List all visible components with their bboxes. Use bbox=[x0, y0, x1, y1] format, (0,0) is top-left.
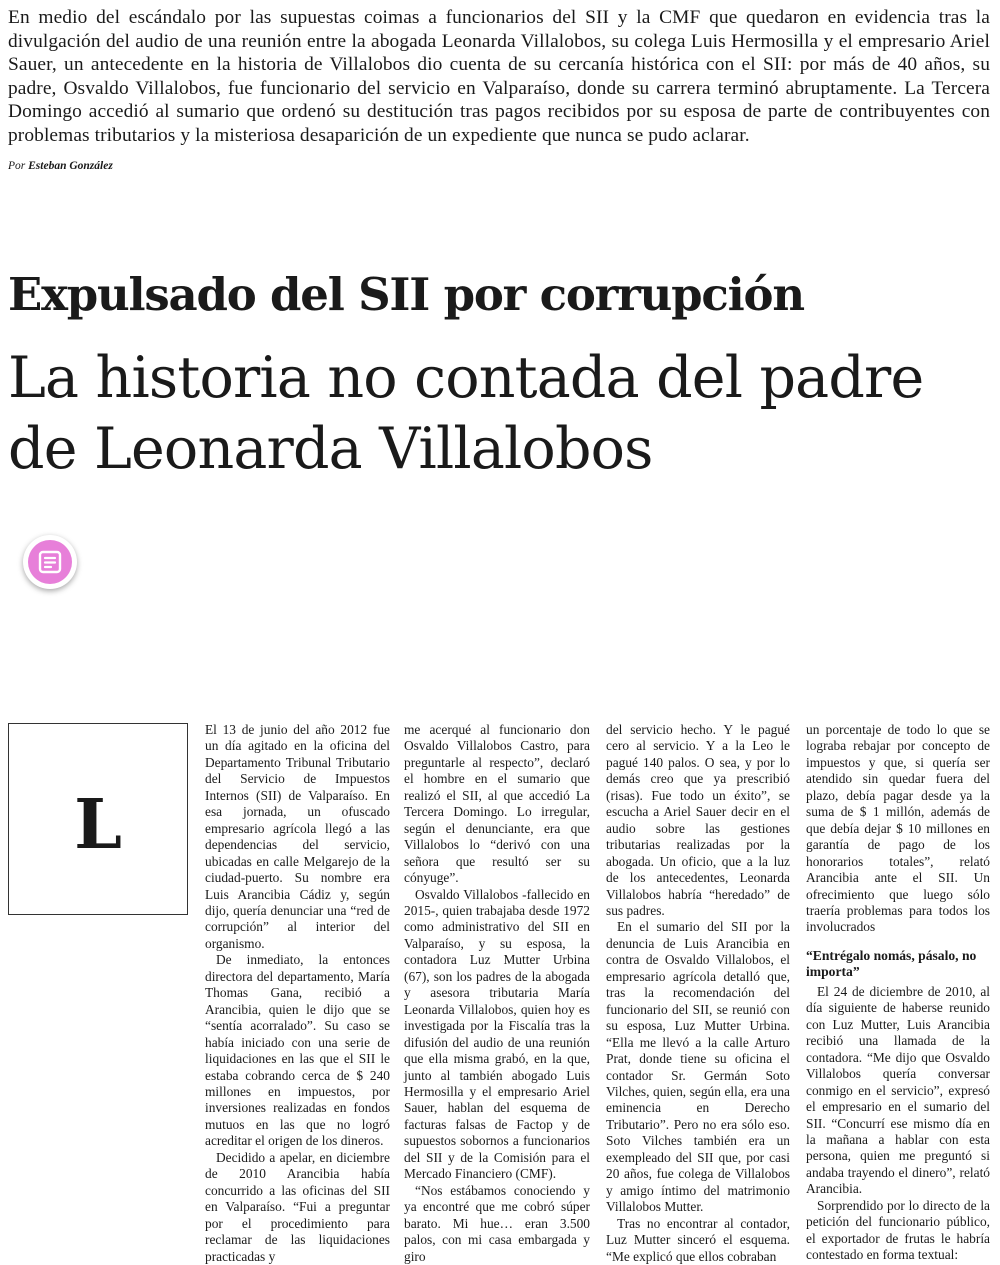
body-column-3 bbox=[606, 722, 790, 1264]
drop-cap-letter: L bbox=[74, 785, 122, 865]
body-paragraph: Tras no encontrar al contador, Luz Mutter sinceró el esquema. “Me explicó que ellos cobraban bbox=[606, 1215, 790, 1264]
drop-cap-box bbox=[8, 723, 188, 915]
body-column-4 bbox=[806, 722, 990, 1263]
body-column-1 bbox=[205, 722, 390, 1264]
byline bbox=[8, 160, 113, 172]
body-paragraph: me acerqué al funcionario don Osvaldo Villalobos Castro, para preguntarle al respecto”, declaró el hombre en el sumario que realizó el SII, al que accedió La Tercera Domingo. Lo irregular, según el denunciante, era que Villalobos lo “derivó con una señora que resultó ser su cónyuge”. bbox=[404, 722, 590, 886]
document-view-button-face[interactable] bbox=[28, 540, 72, 584]
body-paragraph: En el sumario del SII por la denuncia de Luis Arancibia en contra de Osvaldo Villalobos, el empresario agrícola detalló que, tras la recomendación del funcionario del SII, se reunió con su esposa, Luz Mutter Urbina. “Ella me llevó a la calle Arturo Prat, donde tiene su oficina el contador Sr. Germán Soto Vilches, quien, según ella, era una eminencia en Derecho Tributario”. Pero no era sólo eso. Soto Vilches también era un exempleado del SII que, por casi 20 años, fue colega de Villalobos y amigo íntimo del matrimonio Villalobos Mutter. bbox=[606, 919, 790, 1215]
body-paragraph: Decidido a apelar, en diciembre de 2010 Arancibia había concurrido a las oficinas del SII en Valparaíso. “Fui a preguntar por el procedimiento para reclamar de las liquidaciones practicadas y bbox=[205, 1149, 390, 1264]
body-paragraph: del servicio hecho. Y le pagué cero al servicio. Y a la Leo le pagué 140 palos. O sea, y por lo demás creo que ya prescribió (risas). Fue todo un éxito”, se escucha a Ariel Sauer decir en el audio sobre las gestiones tributarias realizadas por la abogada. Un oficio, que a la luz de los antecedentes, Leonarda Villalobos habría “heredado” de sus padres. bbox=[606, 722, 790, 918]
article-lede: En medio del escándalo por las supuestas coimas a funcionarios del SII y la CMF que quedaron en evidencia tras la divulgación del audio de una reunión entre la abogada Leonarda Villalobos, su colega Luis Hermosilla y el empresario Ariel Sauer, un antecedente en la historia de Villalobos dio cuenta de su cercanía histórica con el SII: por más de 40 años, su padre, Osvaldo Villalobos, fue funcionario del servicio en Valparaíso, donde su carrera terminó abruptamente. La Tercera Domingo accedió al sumario que ordenó su destitución tras pagos recibidos por su esposa de parte de contribuyentes con problemas tributarios y la misteriosa desaparición de un expediente que nunca se pudo aclarar. bbox=[8, 7, 990, 146]
body-paragraph: El 24 de diciembre de 2010, al día siguiente de haberse reunido con Luz Mutter, Luis Arancibia recibió una llamada de la contadora. “Me dijo que Osvaldo Villalobos quería conversar conmigo en el servicio”, expresó el empresario en el sumario del SII. “Concurrí ese mismo día en la mañana a hablar con esta persona, quien me preguntó si andaba trayendo el dinero”, relató Arancibia. bbox=[806, 983, 990, 1197]
body-column-2 bbox=[404, 722, 590, 1264]
article-kicker: Expulsado del SII por corrupción bbox=[8, 268, 804, 321]
body-paragraph: Osvaldo Villalobos -fallecido en 2015-, quien trabajaba desde 1972 como administrativo del SII en Valparaíso, y su esposa, la contadora Luz Mutter Urbina (67), son los padres de la abogada y asesora tributaria María Leonarda Villalobos, quien hoy es investigada por la Fiscalía tras la difusión del audio de una reunión que ella misma grabó, en la que, junto al también abogado Luis Hermosilla y el empresario Ariel Sauer, hablan del esquema de facturas falsas de Factop y de supuestos sobornos a funcionarios del SII y de la Comisión para el Mercado Financiero (CMF). bbox=[404, 886, 590, 1182]
body-paragraph: Sorprendido por lo directo de la petición del funcionario público, el exportador de frutas le habría contestado en forma textual: bbox=[806, 1197, 990, 1263]
body-paragraph: El 13 de junio del año 2012 fue un día agitado en la oficina del Departamento Tribunal Tributario del Servicio de Impuestos Internos (SII) de Valparaíso. En esa jornada, un ofuscado empresario agrícola llegó a las dependencias del servicio, ubicadas en calle Melgarejo de la ciudad-puerto. Su nombre era Luis Arancibia Cádiz y, según dijo, quería denunciar una “red de corrupción” al interior del organismo. bbox=[205, 722, 390, 951]
body-paragraph: “Nos estábamos conociendo y ya encontré que me cobró súper barato. Mi hue… eran 3.500 palos, con mi casa embargada y giro bbox=[404, 1182, 590, 1264]
document-lines-icon bbox=[37, 549, 63, 575]
body-paragraph: De inmediato, la entonces directora del departamento, María Thomas Gana, recibió a Arancibia, quien le dijo que se “sentía acorralado”. Su caso se había iniciado con una serie de liquidaciones en las que el SII le estaba cobrando cerca de $ 240 millones en impuestos, por inversiones realizadas en fondos mutuos en las que no logró acreditar el origen de los dineros. bbox=[205, 952, 390, 1149]
document-view-button[interactable] bbox=[23, 535, 77, 589]
byline-author: Esteban González bbox=[28, 160, 113, 172]
section-subhead: “Entrégalo nomás, pásalo, no importa” bbox=[806, 947, 977, 979]
byline-prefix: Por bbox=[8, 160, 26, 172]
body-paragraph: un porcentaje de todo lo que se lograba rebajar por concepto de impuestos y que, si quería ser atendido sin quedar fuera del plazo, debía pagar desde ya la suma de $ 1 millón, además de que debía dejar $ 10 millones en garantía de pago de los honorarios totales”, relató Arancibia ante el SII. Un ofrecimiento que luego sólo traería problemas para todos los involucrados bbox=[806, 722, 990, 935]
article-headline: La historia no contada del padre de Leonarda Villalobos bbox=[8, 345, 924, 482]
